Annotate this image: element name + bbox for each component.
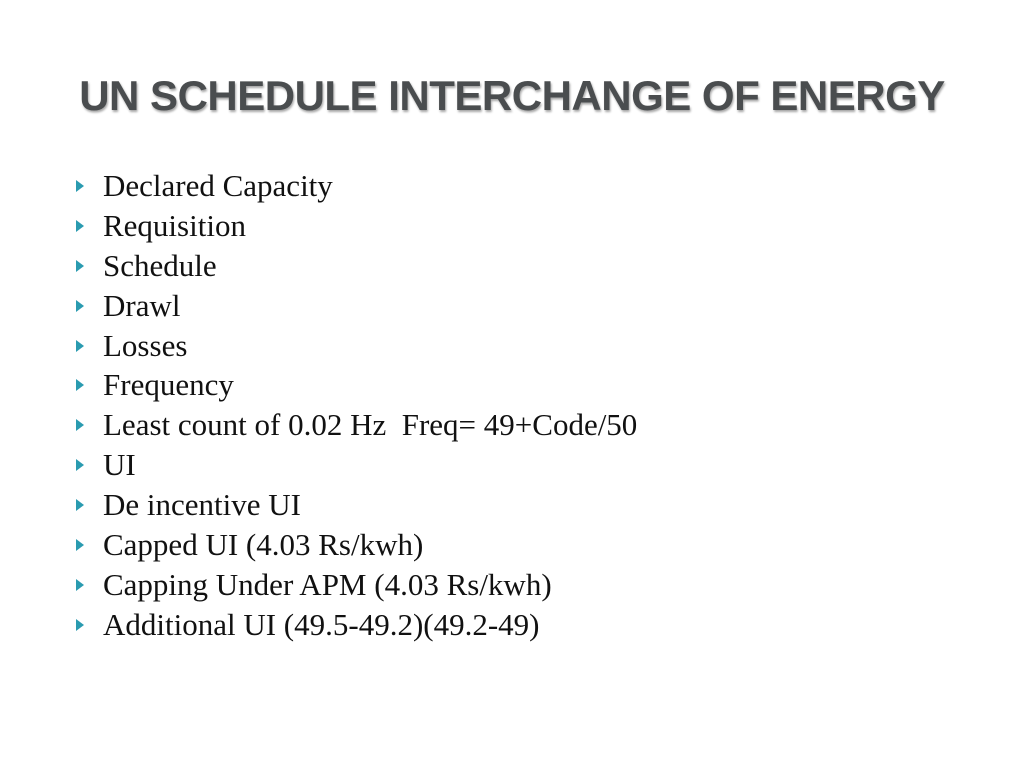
bullet-text: Capping Under APM (4.03 Rs/kwh) [103,566,552,602]
triangle-right-icon [76,619,84,631]
bullet-list [76,166,637,645]
triangle-right-icon [76,419,84,431]
slide-title: UN SCHEDULE INTERCHANGE OF ENERGY [79,72,945,119]
bullet-item [76,246,637,286]
bullet-text: Least count of 0.02 Hz Freq= 49+Code/50 [103,407,638,443]
bullet-text: Drawl [103,287,181,323]
bullet-text: Losses [103,327,188,363]
bullet-text: Declared Capacity [103,168,333,203]
triangle-right-icon [76,539,84,551]
triangle-right-icon [76,379,84,391]
bullet-item [76,525,637,565]
triangle-right-icon [76,220,84,232]
bullet-text: Requisition [103,207,246,243]
bullet-text: Additional UI (49.5-49.2)(49.2-49) [103,606,540,642]
bullet-text: UI [103,447,136,483]
bullet-item [76,166,637,206]
bullet-item [76,365,637,405]
bullet-item [76,286,637,326]
triangle-right-icon [76,180,84,192]
bullet-item [76,405,637,445]
bullet-item [76,605,637,645]
triangle-right-icon [76,579,84,591]
triangle-right-icon [76,499,84,511]
bullet-text: De incentive UI [103,487,301,523]
triangle-right-icon [76,459,84,471]
bullet-text: Schedule [103,247,217,283]
triangle-right-icon [76,300,84,312]
bullet-item [76,565,637,605]
triangle-right-icon [76,340,84,352]
bullet-text: Frequency [103,367,234,403]
bullet-item [76,485,637,525]
bullet-item [76,206,637,246]
bullet-item [76,326,637,366]
triangle-right-icon [76,260,84,272]
bullet-item [76,445,637,485]
bullet-text: Capped UI (4.03 Rs/kwh) [103,527,424,563]
